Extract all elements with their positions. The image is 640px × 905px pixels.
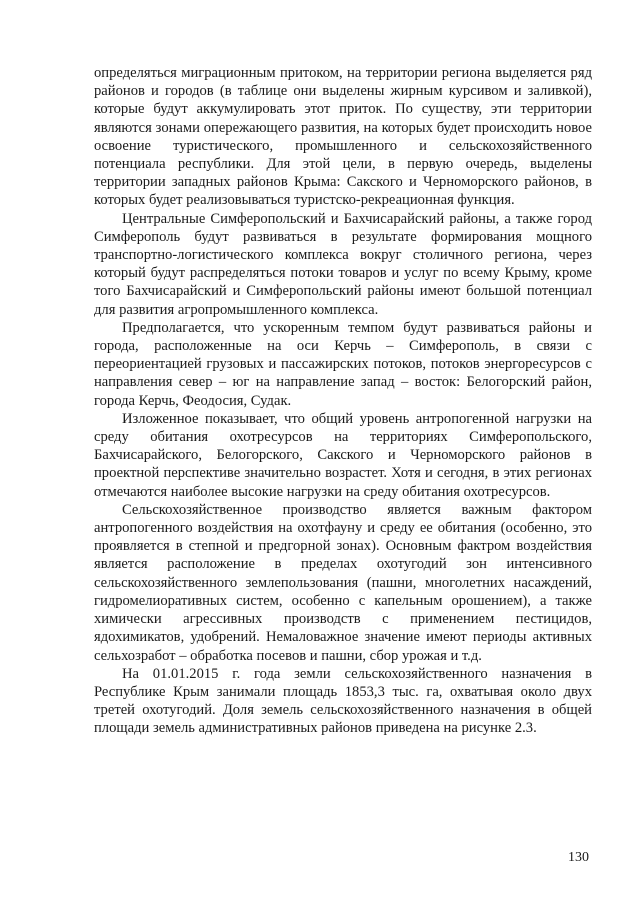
paragraph-migration: определяться миграционным притоком, на территории региона выделяется ряд районов и городов (в таблице они выделены жирным курсивом и заливкой), которые будут аккумулировать этот приток. По существу, эти территории являются зонами опережающего развития, на которых будет происходить новое освоение туристического, промышленного и сельскохозяйственного потенциала республики. Для этой цели, в первую очередь, выделены территории западных районов Крыма: Сакского и Черноморского районов, в которых будет реализовываться туристско-рекреационная функция.: [94, 65, 592, 209]
paragraph-land-area: На 01.01.2015 г. года земли сельскохозяйственного назначения в Республике Крым занимали площадь 1853,3 тыс. га, охватывая около двух третей охотугодий. Доля земель сельскохозяйственного назначения в общей площади земель административных районов приведена на рисунке 2.3.: [94, 665, 592, 737]
paragraph-central-districts: Центральные Симферопольский и Бахчисарайский районы, а также город Симферополь будут развиваться в результате формирования мощного транспортно-логистического комплекса вокруг столичного региона, через который будут распределяться потоки товаров и услуг по всему Крыму, кроме того Бахчисарайский и Симферопольский районы имеют большой потенциал для развития агропромышленного комплекса.: [94, 210, 592, 318]
paragraph-kerch-axis: Предполагается, что ускоренным темпом будут развиваться районы и города, расположенные на оси Керчь – Симферополь, в связи с переориентацией грузовых и пассажирских потоков, потоков энергоресурсов с направления север – юг на направление запад – восток: Белогорский район, города Керчь, Феодосия, Судак.: [94, 319, 592, 409]
page-number: 130: [568, 850, 589, 865]
paragraph-agriculture: Сельскохозяйственное производство является важным фактором антропогенного воздействия на охотфауну и среду ее обитания (особенно, это проявляется в степной и предгорной зонах). Основным фактром воздействия является расположение в пределах охотугодий зон интенсивного сельскохозяйственного землепользования (пашни, многолетних насаждений, гидромелиоративных систем, особенно с капельным орошением), а также химически агрессивных производств с применением пестицидов, ядохимикатов, удобрений. Немаловажное значение имеют периоды активных сельхозработ – обработка посевов и пашни, сбор урожая и т.д.: [94, 501, 592, 664]
paragraph-anthropogenic-load: Изложенное показывает, что общий уровень антропогенной нагрузки на среду обитания охотресурсов на территориях Симферопольского, Бахчисарайского, Белогорского, Сакского и Черноморского районов в проектной перспективе значительно возрастет. Хотя и сегодня, в этих регионах отмечаются наиболее высокие нагрузки на среду обитания охотресурсов.: [94, 410, 592, 500]
body-text: [94, 64, 592, 738]
